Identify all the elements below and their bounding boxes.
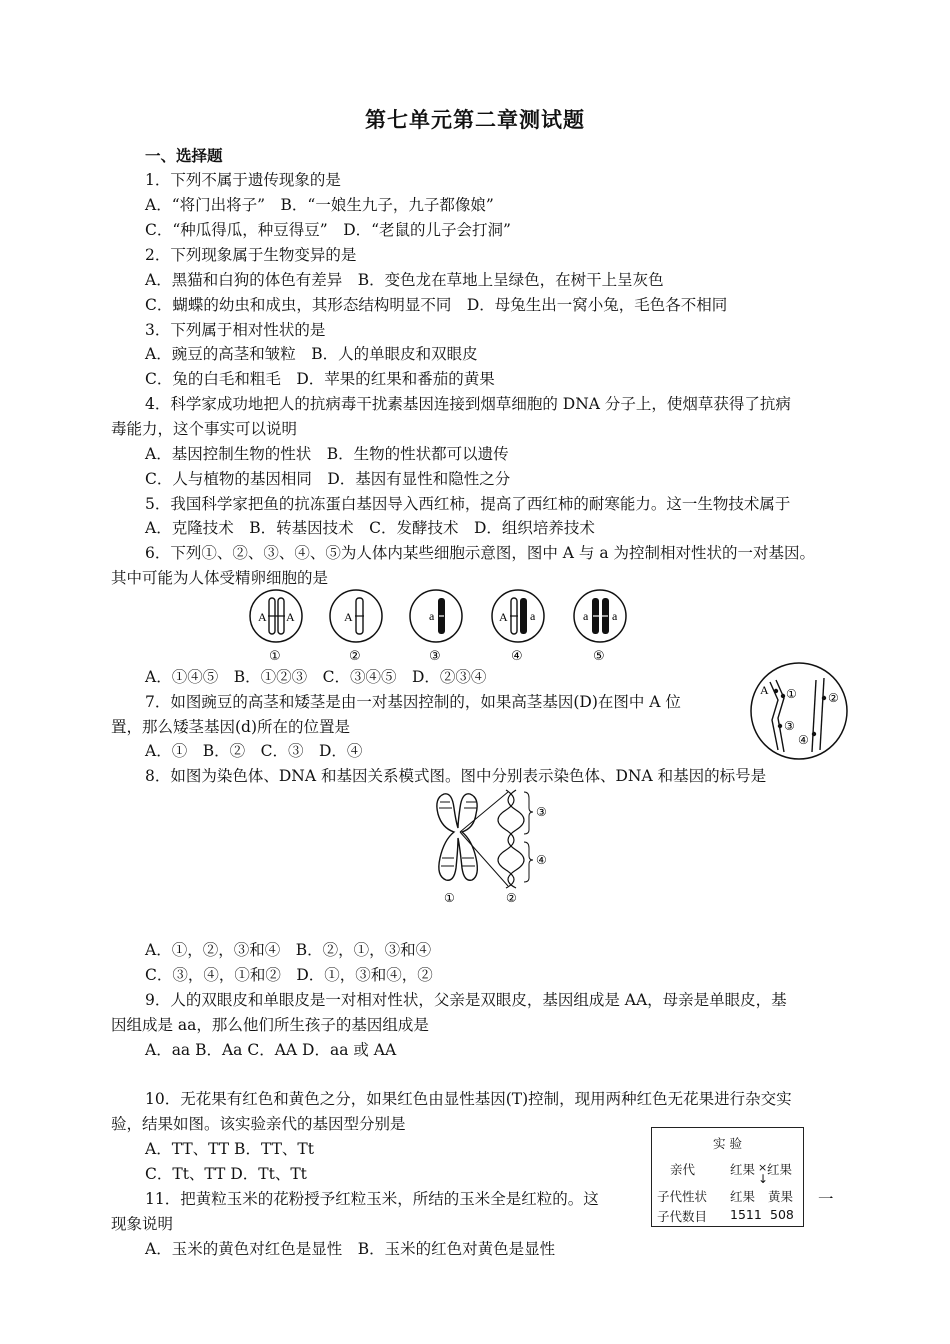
cell-3-number: ③ — [429, 649, 441, 663]
q4-stem-cont: 毒能力，这个事实可以说明 — [111, 420, 298, 438]
q6-options: A．①④⑤ B．①②③ C．③④⑤ D．②③④ — [145, 668, 487, 686]
experiment-table — [651, 1127, 804, 1227]
cell-4-chromosome-dark — [520, 598, 527, 634]
q1-options-ab: A．“将门出将子” B．“一娘生九子，九子都像娘” — [145, 196, 494, 214]
q5-stem: 5．我国科学家把鱼的抗冻蛋白基因导入西红柿，提高了西红柿的耐寒能力。这一生物技术属于 — [145, 495, 791, 513]
cell-4-gene-right: a — [530, 609, 536, 623]
q5-options: A．克隆技术 B．转基因技术 C．发酵技术 D．组织培养技术 — [145, 519, 595, 537]
offspring-red: 红果 — [730, 1189, 756, 1204]
cell-3-membrane — [410, 590, 462, 642]
cell-5-gene-right: a — [612, 609, 618, 623]
q4-stem: 4．科学家成功地把人的抗病毒干扰素基因连接到烟草细胞的 DNA 分子上，使烟草获得了抗病 — [145, 395, 791, 413]
position-2: ② — [828, 691, 839, 705]
cell-1-number: ① — [269, 649, 281, 663]
q7-options: A．① B．② C．③ D．④ — [145, 742, 363, 760]
label-3: ③ — [536, 805, 547, 819]
q8-chromosome-dna-figure — [426, 788, 566, 908]
q6-cell-figure — [244, 588, 644, 663]
q10-stem-cont: 验，结果如图。该实验亲代的基因型分别是 — [111, 1115, 406, 1133]
parent-left: 红果 — [730, 1162, 756, 1177]
q10-options-cd: C．Tt、TT D．Tt、Tt — [145, 1165, 307, 1183]
gene-position-a: A — [760, 683, 769, 697]
q9-options: A．aa B．Aa C．AA D．aa 或 AA — [145, 1041, 397, 1059]
cell-2-number: ② — [349, 649, 361, 663]
table-title: 实 验 — [713, 1136, 742, 1151]
chromosome-straight-2 — [820, 678, 824, 750]
cross-symbol: × — [758, 1161, 768, 1174]
q4-options-ab: A．基因控制生物的性状 B．生物的性状都可以遗传 — [145, 445, 509, 463]
q2-options-cd: C．蝴蝶的幼虫和成虫，其形态结构明显不同 D．母兔生出一窝小兔，毛色各不相同 — [145, 296, 728, 314]
q3-options-cd: C．兔的白毛和粗毛 D．苹果的红果和番茄的黄果 — [145, 370, 495, 388]
cell-1-gene-right: A — [286, 610, 295, 624]
q11-stem: 11．把黄粒玉米的花粉授予红粒玉米，所结的玉米全是红粒的。这 — [145, 1190, 599, 1208]
q3-options-ab: A．豌豆的高茎和皱粒 B．人的单眼皮和双眼皮 — [145, 345, 478, 363]
q8-stem: 8．如图为染色体、DNA 和基因关系模式图。图中分别表示染色体、DNA 和基因的标号是 — [145, 767, 767, 785]
position-1: ① — [786, 687, 797, 701]
section-heading: 一、选择题 — [145, 146, 223, 165]
chromosome-drawing — [437, 794, 477, 880]
arrow-down: ↓ — [758, 1172, 769, 1186]
page-title: 第七单元第二章测试题 — [365, 107, 585, 132]
q11-options-ab: A．玉米的黄色对红色是显性 B．玉米的红色对黄色是显性 — [145, 1240, 556, 1258]
q1-stem: 1．下列不属于遗传现象的是 — [145, 171, 341, 189]
cell-4-number: ④ — [511, 649, 523, 663]
chromosome-straight-1 — [812, 680, 816, 752]
q7-stem-cont: 置，那么矮茎基因(d)所在的位置是 — [111, 718, 351, 736]
q4-options-cd: C．人与植物的基因相同 D．基因有显性和隐性之分 — [145, 470, 511, 488]
label-2: ② — [506, 891, 517, 905]
dna-strand — [498, 790, 524, 888]
position-3: ③ — [784, 719, 795, 733]
label-1: ① — [444, 891, 455, 905]
q6-stem: 6．下列①、②、③、④、⑤为人体内某些细胞示意图，图中 A 与 a 为控制相对性状的一对基因。 — [145, 544, 816, 562]
count-red: 1511 — [730, 1207, 762, 1222]
cell-1-gene-left: A — [258, 610, 267, 624]
q9-stem: 9．人的双眼皮和单眼皮是一对相对性状，父亲是双眼皮，基因组成是 AA，母亲是单眼皮，基 — [145, 991, 787, 1009]
count-label: 子代数目 — [657, 1209, 708, 1224]
cell-5-number: ⑤ — [593, 649, 605, 663]
q10-options-ab: A．TT、TT B．TT、Tt — [145, 1140, 314, 1158]
q3-stem: 3．下列属于相对性状的是 — [145, 321, 326, 339]
q2-options-ab: A．黑猫和白狗的体色有差异 B．变色龙在草地上呈绿色，在树干上呈灰色 — [145, 271, 664, 289]
q10-stem: 10．无花果有红色和黄色之分，如果红色由显性基因(T)控制，现用两种红色无花果进行杂交实 — [145, 1090, 792, 1108]
q7-stem: 7．如图豌豆的高茎和矮茎是由一对基因控制的，如果高茎基因(D)在图中 A 位 — [145, 693, 681, 711]
q8-options-cd: C．③，④，①和② D．①，③和④，② — [145, 966, 433, 984]
offspring-label: 子代性状 — [657, 1189, 708, 1204]
q7-chromosome-figure — [748, 660, 850, 762]
count-yellow: 508 — [770, 1207, 794, 1222]
q1-options-cd: C．“种瓜得瓜，种豆得豆” D．“老鼠的儿子会打洞” — [145, 221, 511, 239]
position-4: ④ — [798, 733, 809, 747]
q11-stem-cont: 现象说明 — [111, 1215, 174, 1233]
q2-stem: 2．下列现象属于生物变异的是 — [145, 246, 357, 264]
cell-4-gene-left: A — [499, 610, 508, 624]
q11-stem-tail: 一 — [818, 1190, 834, 1208]
label-4: ④ — [536, 853, 547, 867]
q6-stem-cont: 其中可能为人体受精卵细胞的是 — [111, 569, 329, 587]
q9-stem-cont: 因组成是 aa，那么他们所生孩子的基因组成是 — [111, 1016, 429, 1034]
parent-right: 红果 — [767, 1162, 793, 1177]
offspring-yellow: 黄果 — [768, 1189, 794, 1204]
cell-5-gene-left: a — [583, 609, 589, 623]
cell-2-gene: A — [344, 610, 353, 624]
parent-label: 亲代 — [670, 1162, 696, 1177]
q8-options-ab: A．①，②，③和④ B．②，①，③和④ — [145, 941, 432, 959]
cell-3-gene: a — [429, 609, 435, 623]
